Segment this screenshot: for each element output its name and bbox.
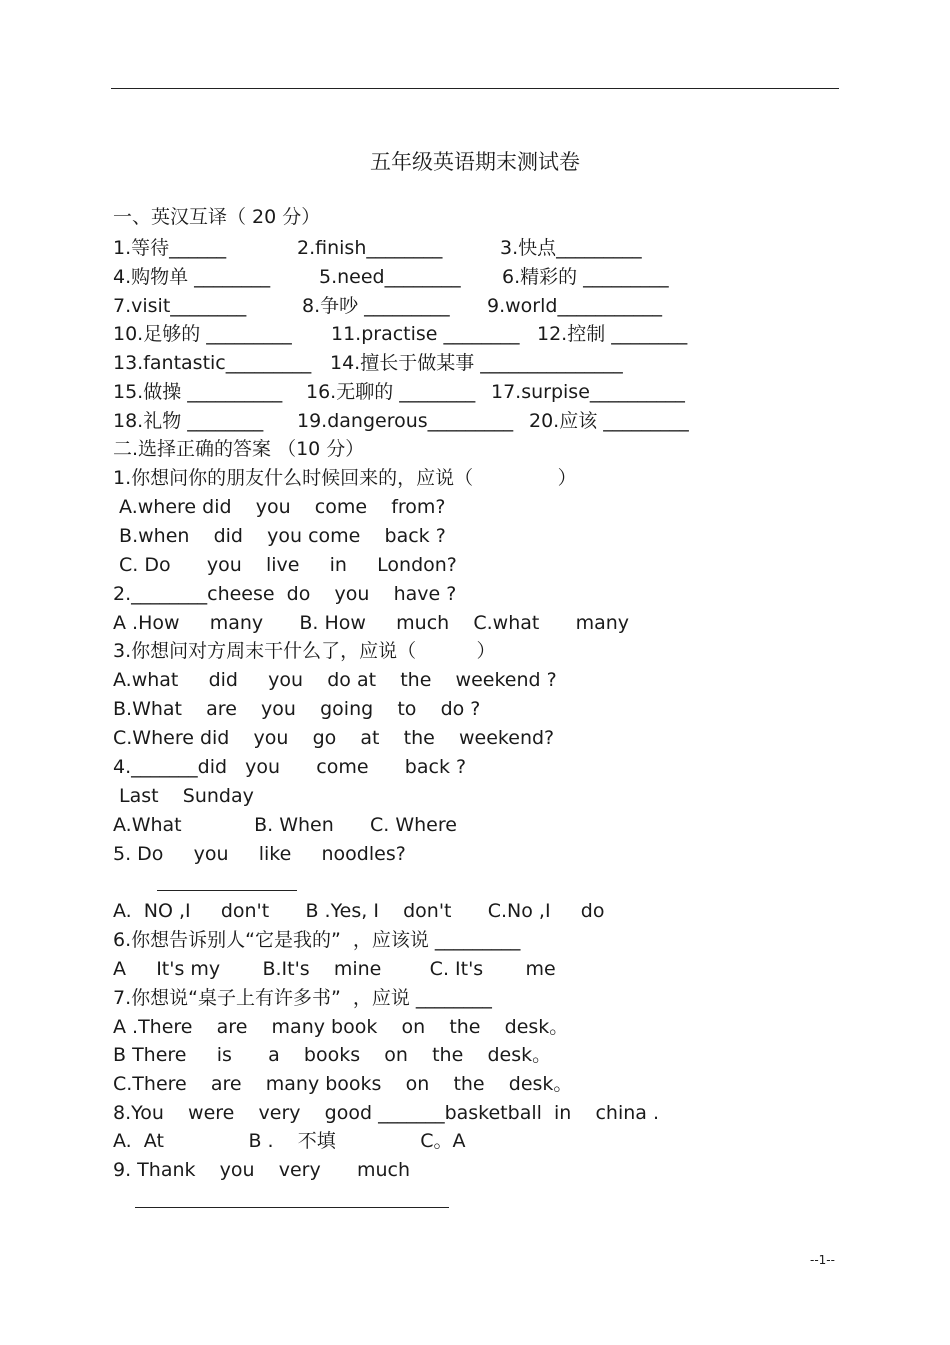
vocab-item: 17.surpise__________ <box>491 381 685 403</box>
question-line: 7.你想说“桌子上有许多书” ，应说 ________ <box>113 987 492 1009</box>
option-line: A. At B . 不填 C。A <box>113 1130 466 1152</box>
vocab-item: 4.购物单 ________ <box>113 266 271 288</box>
page-title: 五年级英语期末测试卷 <box>370 150 580 174</box>
option-line: A.What B. When C. Where <box>113 814 457 836</box>
vocab-item: 20.应该 _________ <box>529 410 689 432</box>
vocab-item: 11.practise ________ <box>331 323 520 345</box>
vocab-item: 19.dangerous_________ <box>297 410 514 432</box>
section1-heading: 一、英汉互译（ 20 分） <box>113 206 321 228</box>
vocab-item: 13.fantastic_________ <box>113 352 312 374</box>
option-line: A. NO ,I don't B .Yes, I don't C.No ,I do <box>113 900 605 922</box>
option-line: A .How many B. How much C.what many <box>113 612 630 634</box>
page-number: --1-- <box>810 1253 835 1267</box>
vocab-item: 8.争吵 _________ <box>302 295 450 317</box>
question-line: 9. Thank you very much <box>113 1159 410 1181</box>
question-line: Last Sunday <box>113 785 254 807</box>
section2-heading: 二.选择正确的答案 （10 分） <box>113 438 365 460</box>
vocab-item: 3.快点_________ <box>500 237 642 259</box>
vocab-item: 14.擅长于做某事 _______________ <box>330 352 623 374</box>
question-line: 4._______did you come back ? <box>113 756 467 778</box>
vocab-item: 10.足够的 _________ <box>113 323 292 345</box>
vocab-item: 7.visit________ <box>113 295 247 317</box>
option-line: A It's my B.It's mine C. It's me <box>113 958 556 980</box>
option-line: B.What are you going to do ? <box>113 698 481 720</box>
vocab-item: 16.无聊的 ________ <box>306 381 476 403</box>
question-line: 3.你想问对方周末干什么了，应说（ ） <box>113 640 496 662</box>
vocab-item: 15.做操 __________ <box>113 381 283 403</box>
vocab-item: 6.精彩的 _________ <box>502 266 669 288</box>
question-line: 1.你想问你的朋友什么时候回来的，应说（ ） <box>113 467 577 489</box>
option-line: C. Do you live in London? <box>113 554 457 576</box>
top-rule <box>111 88 839 89</box>
option-line: B.when did you come back ? <box>113 525 446 547</box>
vocab-item: 9.world___________ <box>487 295 662 317</box>
option-line: A.where did you come from? <box>113 496 446 518</box>
question-line: 5. Do you like noodles? <box>113 843 406 865</box>
option-line: A .There are many book on the desk。 <box>113 1016 569 1038</box>
option-line: B There is a books on the desk。 <box>113 1044 552 1066</box>
answer-blank <box>135 1207 449 1208</box>
option-line: C.Where did you go at the weekend? <box>113 727 555 749</box>
option-line: C.There are many books on the desk。 <box>113 1073 573 1095</box>
vocab-item: 1.等待______ <box>113 237 227 259</box>
option-line: A.what did you do at the weekend ? <box>113 669 557 691</box>
vocab-item: 18.礼物 ________ <box>113 410 264 432</box>
question-line: 2.________cheese do you have ? <box>113 583 457 605</box>
vocab-item: 5.need________ <box>319 266 461 288</box>
vocab-item: 2.finish________ <box>297 237 443 259</box>
vocab-item: 12.控制 ________ <box>537 323 688 345</box>
question-line: 8.You were very good _______basketball in china . <box>113 1102 659 1124</box>
answer-blank <box>157 890 297 891</box>
question-line: 6.你想告诉别人“它是我的” ，应该说 _________ <box>113 929 521 951</box>
